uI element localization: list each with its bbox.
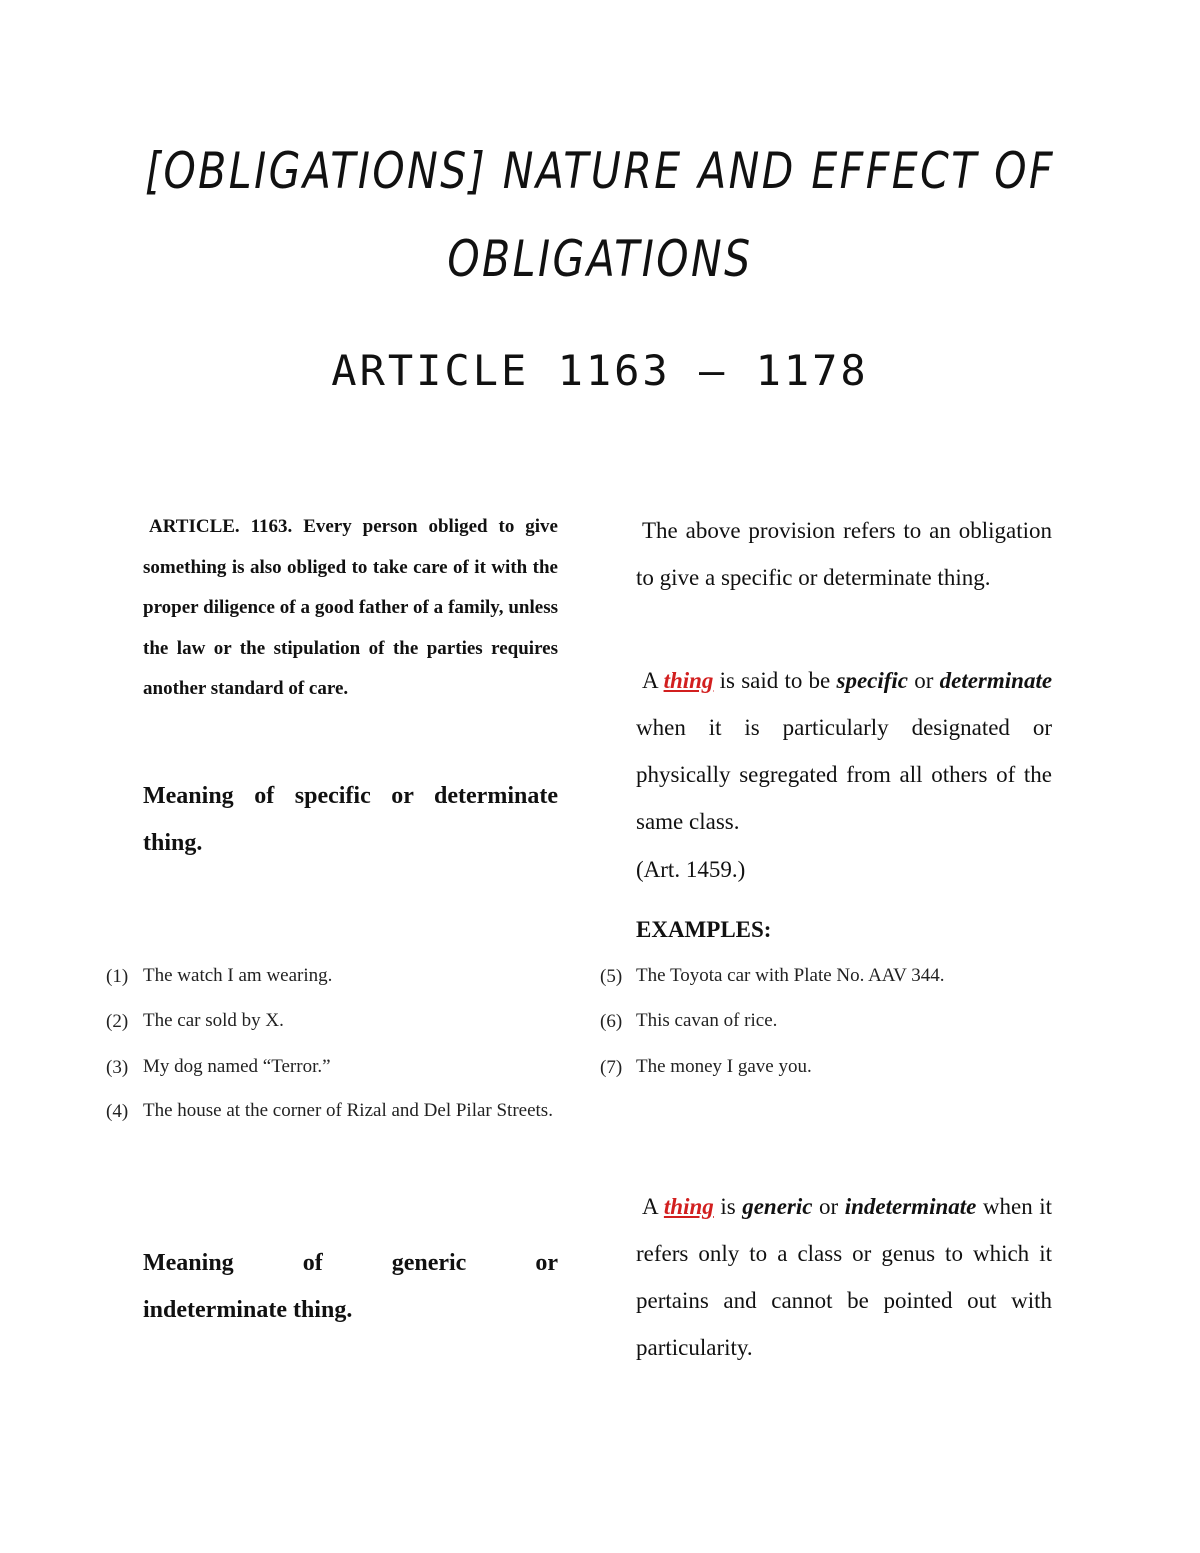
def-specific-rest: when it is particularly designated or physically segregated from all others of the same class. [636, 715, 1052, 834]
list-number: (1) [106, 966, 129, 987]
list-number: (5) [600, 966, 623, 987]
list-text: The watch I am wearing. [143, 965, 333, 986]
document-subtitle: ARTICLE 1163 — 1178 [331, 346, 869, 395]
article-1163-text: ARTICLE. 1163. Every person obliged to give something is also obliged to take care of it with the proper diligence of a good father of a family, unless the law or the stipulation of the parties requires another standard of care. [143, 516, 558, 700]
def-generic-rest: when it refers only to a class or genus to which it pertains and cannot be pointed out with particularity. [636, 1194, 1053, 1360]
article-reference: (Art. 1459.) [636, 857, 746, 882]
heading-generic-word: of [302, 1250, 323, 1276]
generic-definition [636, 1183, 1052, 1371]
heading-generic-thing-line-1 [143, 1240, 558, 1287]
list-number: (4) [106, 1101, 129, 1122]
list-text: The house at the corner of Rizal and Del Pilar Streets. [143, 1100, 553, 1121]
def-generic-indeterminate: indeterminate [844, 1194, 977, 1219]
document-title-line-1: [OBLIGATIONS] NATURE AND EFFECT OF [144, 142, 1055, 200]
document-title-line-2: OBLIGATIONS [447, 230, 753, 288]
list-number: (3) [106, 1057, 129, 1078]
def-specific-is-said: is said to be [719, 668, 831, 693]
list-text: The money I gave you. [636, 1056, 812, 1077]
def-specific-specific: specific [836, 668, 909, 693]
heading-generic-word: Meaning [143, 1250, 234, 1276]
list-text: The car sold by X. [143, 1010, 284, 1031]
def-specific-determinate: determinate [939, 668, 1053, 693]
def-generic-a: A [642, 1194, 658, 1219]
provision-paragraph: The above provision refers to an obligation to give a specific or determinate thing. [636, 518, 1052, 590]
heading-generic-thing-line-2: indeterminate thing. [143, 1297, 353, 1323]
list-number: (7) [600, 1057, 623, 1078]
heading-generic-word: generic [391, 1250, 467, 1276]
list-number: (6) [600, 1011, 623, 1032]
list-text: The Toyota car with Plate No. AAV 344. [636, 965, 945, 986]
def-generic-thing: thing [663, 1194, 714, 1219]
def-specific-or: or [914, 668, 934, 693]
list-number: (2) [106, 1011, 129, 1032]
def-generic-is: is [720, 1194, 736, 1219]
heading-generic-word: or [535, 1250, 558, 1276]
def-generic-or: or [819, 1194, 839, 1219]
def-specific-thing: thing [663, 668, 714, 693]
heading-specific-thing: Meaning of specific or determinate thing. [143, 783, 558, 856]
list-text: This cavan of rice. [636, 1010, 778, 1031]
examples-label: EXAMPLES: [636, 917, 772, 942]
list-text: My dog named “Terror.” [143, 1056, 331, 1077]
def-specific-a: A [642, 668, 658, 693]
def-generic-generic: generic [742, 1194, 813, 1219]
